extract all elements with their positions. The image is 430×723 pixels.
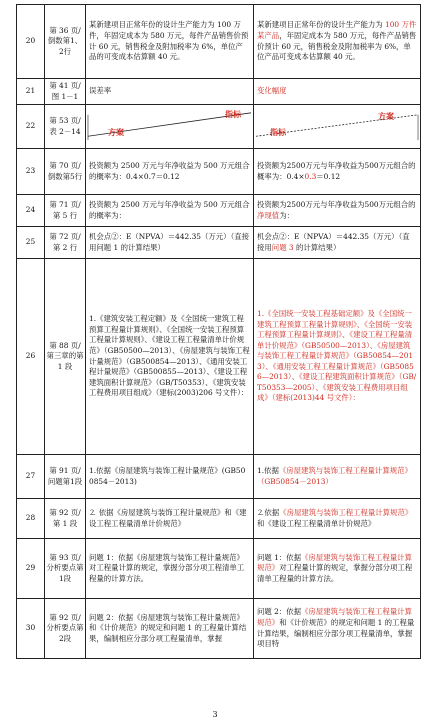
- errata-table: [16, 4, 421, 659]
- row-number: 26: [17, 259, 45, 455]
- corrected-part: ⒉依据: [257, 507, 280, 517]
- original-text: 问题 2：依据《房屋建筑与装饰工程计量规范》和《计价规范》的规定和问题 1 的工程量计算结果，编制相应分部分项工程量清单，掌握: [86, 599, 254, 659]
- location-cell: 第 93 页/分析要点第1段: [45, 539, 86, 599]
- corrected-text: [254, 5, 421, 79]
- original-text: 机会点②：E（NPVA）＝442.35（万元）（直接用问题 1 的计算结果）: [86, 227, 254, 259]
- table-row: [17, 499, 421, 539]
- corrected-text: 变化幅度: [254, 79, 421, 105]
- location-cell: 第 53 页/表 2－14: [45, 105, 86, 149]
- corrected-part: 某新建项目正常年份的设计生产能力为: [257, 20, 385, 30]
- corrected-part: 投资额为2500万元与年净收益为500万元组合的: [257, 199, 416, 209]
- corrected-diagram: [254, 105, 421, 149]
- table-row: [17, 539, 421, 599]
- table-row: [17, 5, 421, 79]
- location-cell: 第 41 页/图 1－1: [45, 79, 86, 105]
- correction-highlight: 0.3: [304, 171, 317, 181]
- original-text: 某新建项目正常年份的设计生产能力为 100 万件，年固定成本为 580 万元，每件产品销售价预计 60 元，销售税金及附加税率为 6%，单位产品的可变成本估算额 40 元。: [86, 5, 254, 79]
- corrected-text: [254, 599, 421, 659]
- location-cell: 第 92 页/分析要点第2段: [45, 599, 86, 659]
- row-number: 28: [17, 499, 45, 539]
- table-row: [17, 599, 421, 659]
- row-number: 21: [17, 79, 45, 105]
- row-number: 23: [17, 149, 45, 195]
- correction-highlight: 《房屋建筑与装饰工程工程量计算规范》: [279, 507, 413, 517]
- table-row: [17, 455, 421, 499]
- diagram-label: 指标: [225, 109, 241, 119]
- location-cell: 第 91 页/问题第1段: [45, 455, 86, 499]
- corrected-part: 为：: [279, 210, 294, 220]
- original-diagram: [86, 105, 254, 149]
- corrected-part: 问题 2：依据: [257, 607, 302, 617]
- corrected-part: 机会点②：E（NPVA）＝442.35（万元）（直接用: [257, 231, 410, 252]
- corrected-text: [254, 455, 421, 499]
- row-number: 29: [17, 539, 45, 599]
- original-text: 投资额为 2500 万元与年净收益为 500 万元组合的概率为：: [86, 195, 254, 227]
- location-cell: 第 88 页/第三章的第 1 段: [45, 259, 86, 455]
- row-number: 20: [17, 5, 45, 79]
- corrected-part: ＝0.12: [316, 171, 341, 181]
- row-number: 27: [17, 455, 45, 499]
- location-cell: 第 71 页/第 5 行: [45, 195, 86, 227]
- table-row: [17, 105, 421, 149]
- original-text: 投资额为 2500 万元与年净收益为 500 万元组合的概率为：0.4×0.7＝0.12: [86, 149, 254, 195]
- row-number: 24: [17, 195, 45, 227]
- correction-highlight: 100 万件某产品: [257, 20, 417, 40]
- corrected-text: [254, 227, 421, 259]
- corrected-part: 1.依据: [257, 465, 279, 475]
- location-cell: 第 70 页/倒数第5行: [45, 149, 86, 195]
- original-text: 1.《建筑安装工程定额》及《全国统一建筑工程预算工程量计算规则》、《全国统一安装工程预算工程量计算规则》、《建设工程工程量清单计价规范》（GB50500—2013）、《房屋建筑与装饰工程计量规范》（GB500854—2013）、《通用安装工程计量规范》（GB500855—2013）、《建设工程建筑面积计算规范》（GB/T50353）、《建筑安装工程费用项目组成》（建标(2003)206 号文件）：: [86, 259, 254, 455]
- table-row: [17, 195, 421, 227]
- corrected-part: 投资额为2500万元与年净收益为500万元组合的概率为：0.4×: [257, 160, 416, 181]
- diagram-label: 指标: [270, 127, 286, 137]
- table-row: [17, 149, 421, 195]
- row-number: 22: [17, 105, 45, 149]
- page-number: 3: [212, 710, 218, 719]
- corrected-part: 对工程量计算的规定，掌握分部分项工程清单工程量的计算方法。: [257, 563, 413, 583]
- corrected-text: 1.《全国统一安装工程基础定额》及《全国统一建筑工程预算工程量计算规则》、《全国统一安装工程预算工程量计算规则》、《建设工程工程量清单计价规范》（GB50500—2013）、《房屋建筑与装饰工程工程量计算规范》（GB50854—2013）、《通用安装工程工程量计算规范》（GB50856—2013）、《建设工程建筑面积计算规范》（GB/T50353—2005）、《建筑安装工程费用项目组成》（建标(2013)44 号文件）：: [254, 259, 421, 455]
- diagram-label: 方案: [378, 111, 394, 121]
- location-cell: 第 36 页/倒数第1、2行: [45, 5, 86, 79]
- original-text: ⒉ 依据《房屋建筑与装饰工程计量规范》和《建设工程工程量清单计价规范》: [86, 499, 254, 539]
- corrected-text: [254, 195, 421, 227]
- diagram-label: 方案: [108, 127, 124, 137]
- table-row: [17, 79, 421, 105]
- corrected-part: 和《建设工程工程量清单计价规范》: [257, 518, 376, 528]
- correction-highlight: 《房屋建筑与装饰工程工程量计算规范》: [257, 607, 412, 627]
- location-cell: 第 92 页/第 1 段: [45, 499, 86, 539]
- corrected-text: [254, 539, 421, 599]
- original-text: 1.依据《房屋建筑与装饰工程计量规范》(GB500854－2013): [86, 455, 254, 499]
- corrected-part: 的计算结果）: [293, 242, 341, 252]
- location-cell: 第 72 页/第 2 行: [45, 227, 86, 259]
- corrected-part: 问题 1：依据: [257, 552, 302, 562]
- correction-highlight: 问题 3: [271, 242, 294, 252]
- correction-highlight: 《房屋建筑与装饰工程工程量计算规范》（GB50854－2013）: [257, 465, 412, 486]
- original-text: 误差率: [86, 79, 254, 105]
- corrected-part: 和《计价规范》的规定和问题 1 的工程量计算结果，编制相应分部分项工程量清单，掌握项目特: [257, 617, 415, 649]
- row-number: 25: [17, 227, 45, 259]
- corrected-part: ，年固定成本为 580 万元，每件产品销售价预计 60 元，销售税金及附加税率为 6%，单位产品可变成本估算额 40 元。: [257, 30, 417, 62]
- table-row: [17, 259, 421, 455]
- table-row: [17, 227, 421, 259]
- correction-highlight: 净现值: [257, 210, 280, 220]
- correction-highlight: 《房屋建筑与装饰工程工程量计算规范》: [257, 552, 412, 573]
- row-number: 30: [17, 599, 45, 659]
- original-text: 问题 1：依据《房屋建筑与装饰工程计量规范》对工程量计算的规定，掌握分部分项工程清单工程量的计算方法。: [86, 539, 254, 599]
- corrected-text: [254, 149, 421, 195]
- corrected-text: [254, 499, 421, 539]
